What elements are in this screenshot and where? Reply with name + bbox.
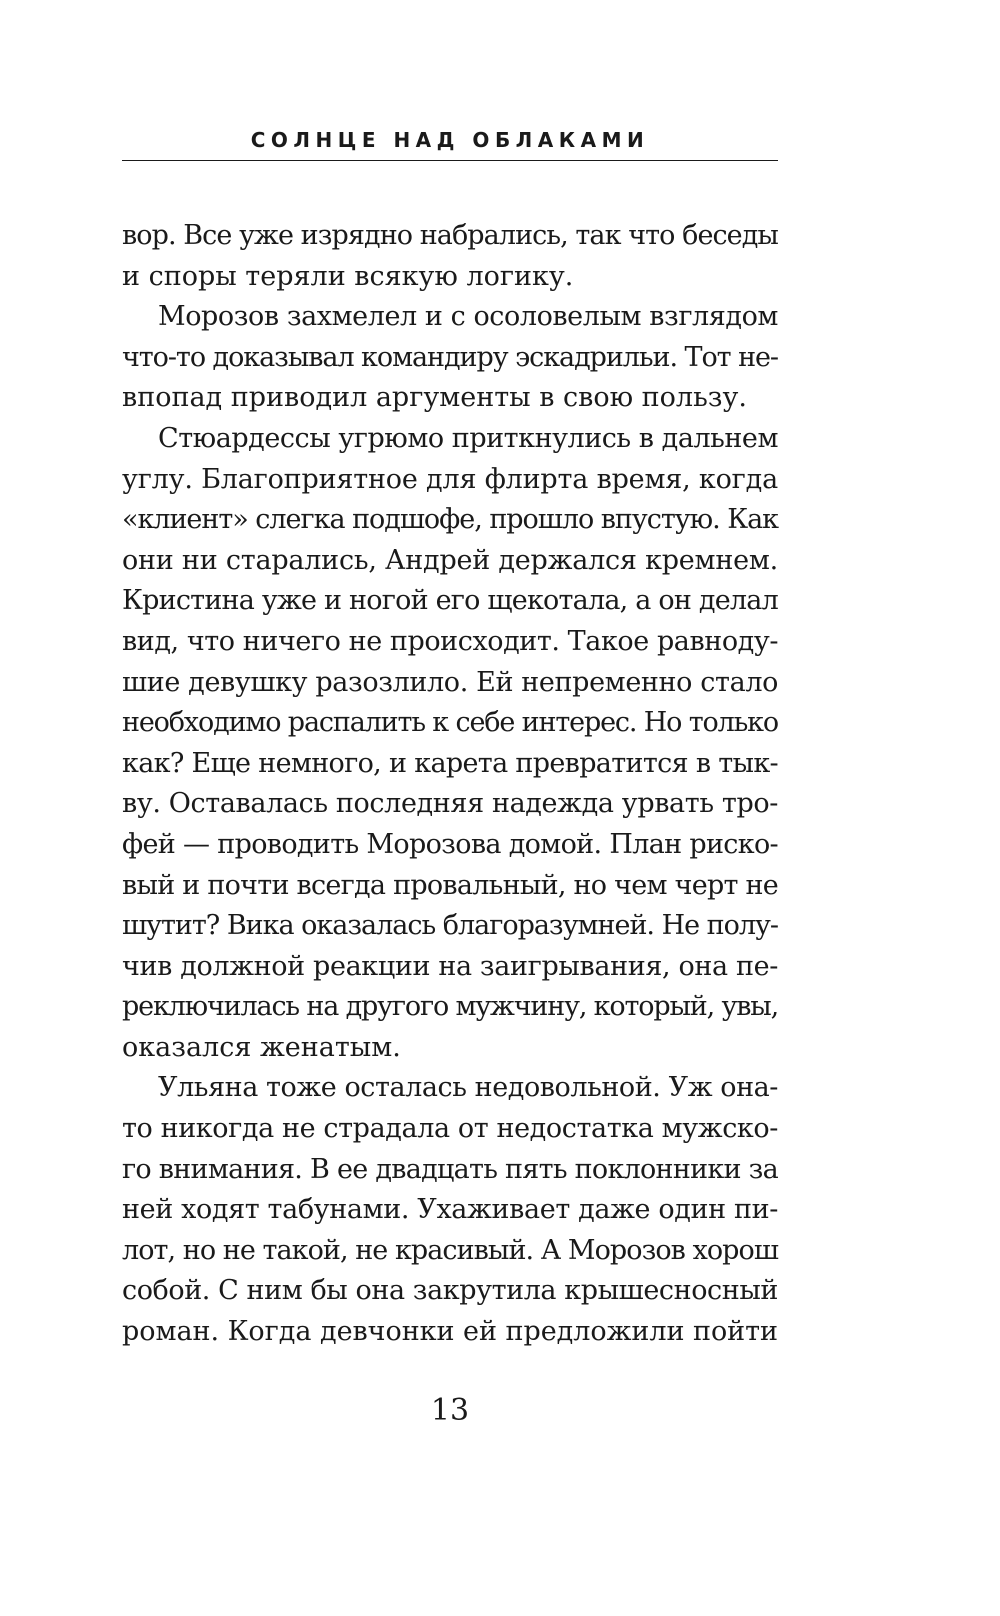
text-line: чив должной реакции на заигрывания, она пе- [122,950,778,982]
text-line: они ни старались, Андрей держался кремнем. [122,544,778,576]
text-line: «клиент» слегка подшофе, прошло впустую. Как [122,504,778,536]
text-line: шутит? Вика оказалась благоразумней. Не полу- [122,910,778,942]
text-line: Кристина уже и ногой его щекотала, а он делал [122,585,778,617]
text-line: углу. Благоприятное для флирта время, когда [122,463,778,495]
text-line: впопад приводил аргументы в свою пользу. [122,382,747,414]
text-line: собой. С ним бы она закрутила крышесносный [122,1275,778,1307]
running-head: СОЛНЦЕ НАД ОБЛАКАМИ [250,128,650,152]
text-line: реключилась на другого мужчину, который, увы, [122,991,778,1023]
text-line: вый и почти всегда провальный, но чем черт не [122,869,779,901]
text-line: вид, что ничего не происходит. Такое равноду- [122,625,779,657]
paragraph [122,216,778,297]
text-line: необходимо распалить к себе интерес. Но только [122,707,779,739]
text-line: ву. Оставалась последняя надежда урвать тро- [122,788,778,820]
text-line: вор. Все уже изрядно набрались, так что беседы [122,220,778,251]
text-line: Морозов захмелел и с осоловелым взглядом [158,301,779,333]
text-line: что-то доказывал командиру эскадрильи. Тот не- [122,341,778,373]
paragraph [122,419,778,1069]
text-line: то никогда не страдала от недостатка мужско- [122,1113,778,1145]
text-line: ней ходят табунами. Ухаживает даже один пи- [122,1194,779,1226]
text-line: и споры теряли всякую логику. [122,260,574,292]
page-number: 13 [430,1393,470,1428]
text-line: как? Еще немного, и карета превратится в тык- [122,747,779,779]
paragraph [122,1068,778,1352]
text-line: Стюардессы угрюмо приткнулись в дальнем [158,422,778,454]
text-line: Ульяна тоже осталась недовольной. Уж она- [158,1072,778,1104]
text-line: роман. Когда девчонки ей предложили пойти [122,1316,778,1348]
text-line: фей — проводить Морозова домой. План риско- [122,828,779,860]
body-text [122,216,778,1353]
text-line: лот, но не такой, не красивый. А Морозов хорош [122,1234,778,1266]
paragraph [122,297,778,419]
header-rule [122,160,778,161]
text-line: оказался женатым. [122,1031,401,1063]
text-line: го внимания. В ее двадцать пять поклонники за [122,1153,778,1185]
text-line: шие девушку разозлило. Ей непременно стало [122,666,778,698]
